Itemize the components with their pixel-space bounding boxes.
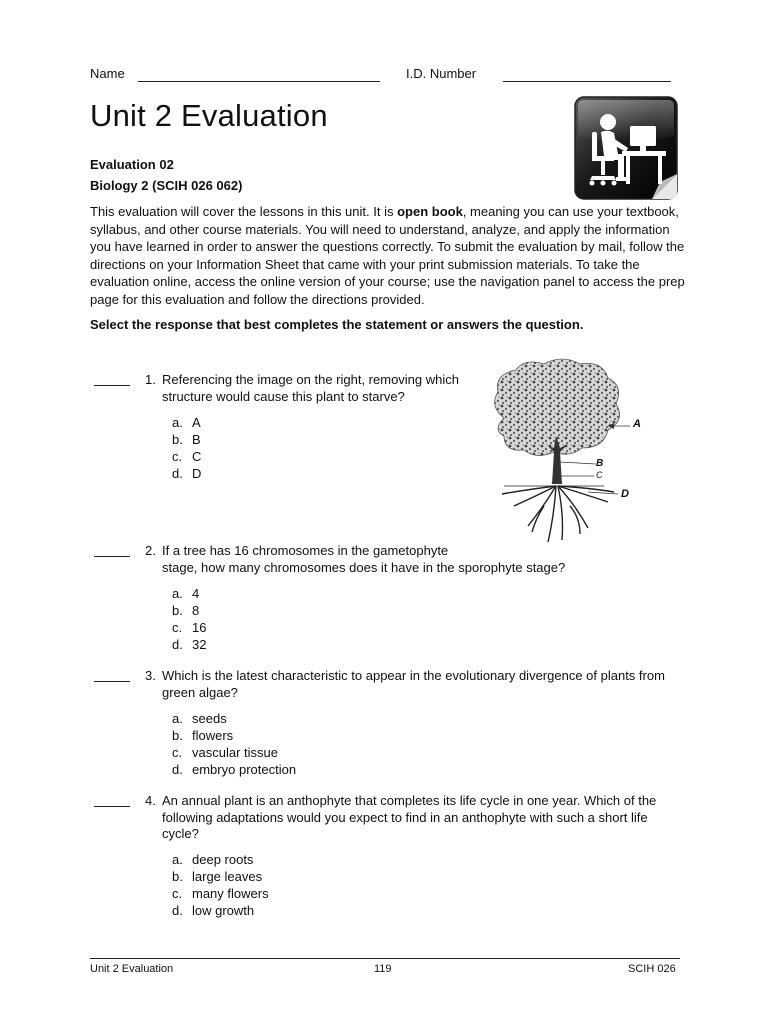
stem-line: An annual plant is an anthophyte that completes its life cycle in one year. Which of the (162, 793, 657, 808)
option-letter: b. (172, 603, 183, 618)
footer-course-code: SCIH 026 (628, 963, 676, 975)
question-stem (162, 372, 459, 405)
option (172, 710, 296, 727)
option-text: low growth (192, 903, 255, 918)
name-field-line[interactable] (138, 81, 380, 82)
option-text: seeds (192, 711, 227, 726)
stem-line: structure would cause this plant to starve? (162, 388, 405, 404)
answer-blank-4[interactable] (94, 806, 130, 807)
option-letter: d. (172, 903, 183, 918)
tree-label-c: C (596, 470, 603, 480)
question-stem (162, 543, 565, 576)
option (172, 636, 206, 653)
option (172, 585, 206, 602)
footer-page-number: 119 (374, 963, 392, 975)
answer-blank-3[interactable] (94, 681, 130, 682)
footer-unit: Unit 2 Evaluation (90, 963, 174, 975)
name-label: Name (90, 66, 125, 81)
evaluation-number: Evaluation 02 (90, 157, 174, 172)
page-title: Unit 2 Evaluation (90, 98, 328, 133)
option-text: large leaves (192, 869, 263, 884)
footer-divider (90, 958, 680, 959)
tree-diagram (484, 356, 654, 546)
question-number: 3. (145, 668, 156, 683)
stem-line: Referencing the image on the right, removing which (162, 372, 459, 387)
option-letter: a. (172, 415, 183, 430)
option (172, 414, 201, 431)
option-letter: c. (172, 886, 183, 901)
id-number-label: I.D. Number (406, 66, 477, 81)
option-letter: d. (172, 762, 183, 777)
options-list (172, 851, 269, 919)
options-list (172, 710, 296, 778)
stem-line: following adaptations would you expect to find in an anthophyte with such a short life (162, 809, 648, 825)
tree-label-d: D (621, 488, 629, 500)
option (172, 851, 269, 868)
option-letter: a. (172, 586, 183, 601)
tree-label-a: A (633, 418, 641, 430)
option-text: deep roots (192, 852, 254, 867)
course-code: Biology 2 (SCIH 026 062) (90, 178, 243, 193)
option (172, 448, 201, 465)
intro-bold: open book (397, 204, 463, 219)
options-list (172, 414, 201, 482)
answer-blank-2[interactable] (94, 556, 130, 557)
person-at-desk-icon (574, 96, 678, 200)
instructions: Select the response that best completes the statement or answers the question. (90, 317, 584, 332)
option-letter: d. (172, 637, 183, 652)
option-text: 4 (192, 586, 200, 601)
answer-blank-1[interactable] (94, 385, 130, 386)
intro-pre: This evaluation will cover the lessons in this unit. It is (90, 204, 398, 219)
option-letter: a. (172, 852, 183, 867)
option (172, 761, 296, 778)
option-text: 32 (192, 637, 207, 652)
stem-line: cycle? (162, 826, 199, 841)
option (172, 902, 269, 919)
stem-line: green algae? (162, 684, 238, 700)
option-letter: b. (172, 432, 183, 447)
option-text: 8 (192, 603, 200, 618)
intro-post: , meaning you can use your textbook, syllabus, and other course materials. You will need to understand, analyze, and apply the information you have learned in order to answer the questions correctly. To submit the evaluation by mail, follow the directions on your Information Sheet that came with your print submission materials. To take the evaluation online, access the online version of your course; use the navigation panel to access the prep page for this evaluation and follow the directions provided. (90, 204, 685, 307)
intro-paragraph (90, 203, 690, 308)
question-number: 2. (145, 543, 156, 558)
option (172, 868, 269, 885)
stem-line: stage, how many chromosomes does it have in the sporophyte stage? (162, 559, 566, 575)
option-text: vascular tissue (192, 745, 278, 760)
option-letter: c. (172, 449, 183, 464)
option-text: D (192, 466, 202, 481)
id-number-field-line[interactable] (503, 81, 671, 82)
question-number: 4. (145, 793, 156, 808)
option-letter: a. (172, 711, 183, 726)
option (172, 431, 201, 448)
option (172, 744, 296, 761)
question-number: 1. (145, 372, 156, 387)
stem-line: If a tree has 16 chromosomes in the gametophyte (162, 543, 449, 558)
option-text: many flowers (192, 886, 269, 901)
options-list (172, 585, 206, 653)
question-stem (162, 793, 656, 843)
option-letter: d. (172, 466, 183, 481)
option-letter: b. (172, 869, 183, 884)
header-row (90, 66, 680, 86)
option-text: embryo protection (192, 762, 297, 777)
option-text: C (192, 449, 202, 464)
option-text: B (192, 432, 201, 447)
option (172, 602, 206, 619)
option-text: 16 (192, 620, 207, 635)
option-letter: c. (172, 745, 183, 760)
option-text: flowers (192, 728, 234, 743)
option-letter: c. (172, 620, 183, 635)
option (172, 885, 269, 902)
option-letter: b. (172, 728, 183, 743)
option (172, 727, 296, 744)
tree-label-b: B (596, 458, 604, 469)
option (172, 465, 201, 482)
stem-line: Which is the latest characteristic to appear in the evolutionary divergence of plants from (162, 668, 665, 683)
option (172, 619, 206, 636)
question-stem (162, 668, 665, 701)
option-text: A (192, 415, 201, 430)
